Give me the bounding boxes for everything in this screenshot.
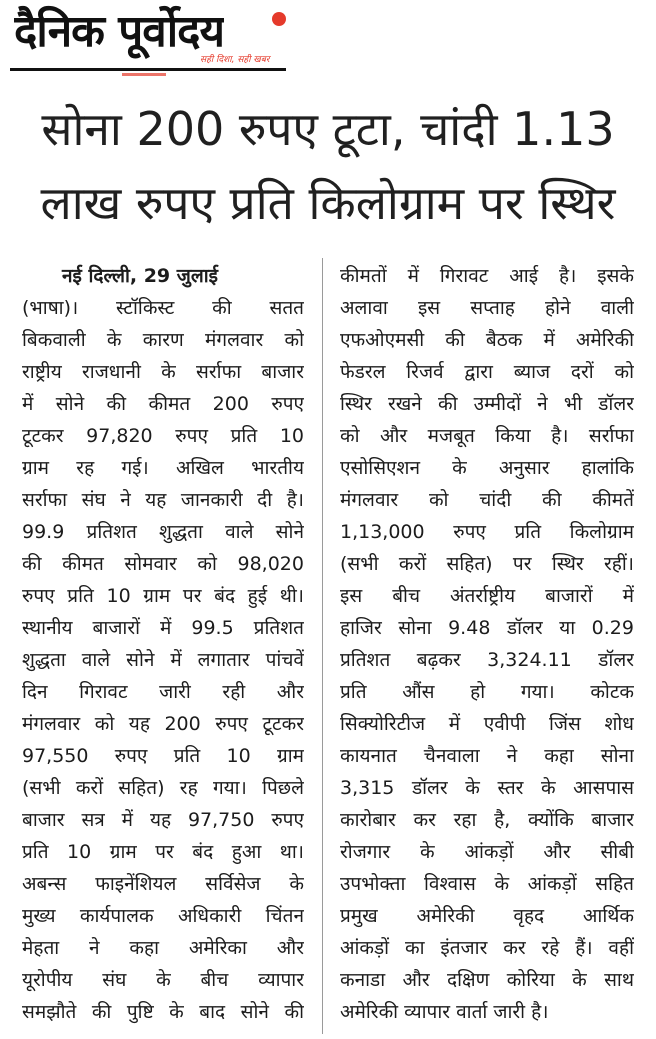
article-line: (सभी करों सहित) पर स्थिर रहीं। <box>340 553 634 575</box>
article-line: दिन गिरावट जारी रही और <box>22 681 304 703</box>
article-line: समझौते की पुष्टि के बाद सोने की <box>22 1001 304 1023</box>
article-line: अमेरिकी व्यापार वार्ता जारी है। <box>340 1001 549 1023</box>
article-dateline: नई दिल्ली, 29 जुलाई <box>62 265 218 287</box>
article-line: मंगलवार को यह 200 रुपए टूटकर <box>22 713 304 735</box>
article-line: फेडरल रिजर्व द्वारा ब्याज दरों को <box>340 361 634 383</box>
masthead-rule <box>10 68 286 71</box>
masthead <box>10 0 288 80</box>
article-line: मंगलवार को चांदी की कीमतें <box>340 489 634 511</box>
article-line: प्रति औंस हो गया। कोटक <box>340 681 634 703</box>
article-line: ग्राम रह गई। अखिल भारतीय <box>22 457 304 479</box>
article-line: उपभोक्ता विश्वास के आंकड़ों सहित <box>340 873 634 895</box>
article-line: कारोबार कर रहा है, क्योंकि बाजार <box>340 809 634 831</box>
article-line: बिकवाली के कारण मंगलवार को <box>22 329 304 351</box>
article-line: रोजगार के आंकड़ों और सीबी <box>340 841 634 863</box>
article-line: सर्राफा संघ ने यह जानकारी दी है। <box>22 489 304 511</box>
article-line: स्थानीय बाजारों में 99.5 प्रतिशत <box>22 617 304 639</box>
article-line: में सोने की कीमत 200 रुपए <box>22 393 304 415</box>
article-line: (भाषा)। स्टॉकिस्ट की सतत <box>22 297 304 319</box>
article-line: (सभी करों सहित) रह गया। पिछले <box>22 777 304 799</box>
article-line: कायनात चैनवाला ने कहा सोना <box>340 745 634 767</box>
masthead-red-dot-icon <box>272 12 286 26</box>
article-line: शुद्धता वाले सोने में लगातार पांचवें <box>22 649 304 671</box>
article-line: इस बीच अंतर्राष्ट्रीय बाजारों में <box>340 585 634 607</box>
headline-line-2: लाख रुपए प्रति किलोग्राम पर स्थिर <box>40 176 616 230</box>
article-line: आंकड़ों का इंतजार कर रहे हैं। वहीं <box>340 937 634 959</box>
article-line: कनाडा और दक्षिण कोरिया के साथ <box>340 969 634 991</box>
article-line: 1,13,000 रुपए प्रति किलोग्राम <box>340 521 634 543</box>
article-line: कीमतों में गिरावट आई है। इसके <box>340 265 634 287</box>
article-column-left <box>22 260 304 1028</box>
article-column-right <box>340 260 634 1028</box>
column-divider <box>322 258 323 1034</box>
article-line: यूरोपीय संघ के बीच व्यापार <box>22 969 304 991</box>
article-line: प्रति 10 ग्राम पर बंद हुआ था। <box>22 841 304 863</box>
article-line: हाजिर सोना 9.48 डॉलर या 0.29 <box>340 617 634 639</box>
article-line: मुख्य कार्यपालक अधिकारी चिंतन <box>22 905 304 927</box>
article-line: प्रतिशत बढ़कर 3,324.11 डॉलर <box>340 649 634 671</box>
article-line: टूटकर 97,820 रुपए प्रति 10 <box>22 425 304 447</box>
article-line: प्रमुख अमेरिकी वृहद आर्थिक <box>340 905 634 927</box>
article-line: रुपए प्रति 10 ग्राम पर बंद हुई थी। <box>22 585 304 607</box>
article-line: अलावा इस सप्ताह होने वाली <box>340 297 634 319</box>
article-line: 99.9 प्रतिशत शुद्धता वाले सोने <box>22 521 304 543</box>
article-line: सिक्योरिटीज में एवीपी जिंस शोध <box>340 713 634 735</box>
article-line: को और मजबूत किया है। सर्राफा <box>340 425 634 447</box>
article-line: राष्ट्रीय राजधानी के सर्राफा बाजार <box>22 361 304 383</box>
masthead-accent-strip <box>122 73 166 76</box>
article-line: बाजार सत्र में यह 97,750 रुपए <box>22 809 304 831</box>
masthead-tagline: सही दिशा, सही खबर <box>200 55 270 65</box>
article-line: 97,550 रुपए प्रति 10 ग्राम <box>22 745 304 767</box>
article-line: की कीमत सोमवार को 98,020 <box>22 553 304 575</box>
article-line: 3,315 डॉलर के स्तर के आसपास <box>340 777 634 799</box>
article-line: एसोसिएशन के अनुसार हालांकि <box>340 457 634 479</box>
article-line: मेहता ने कहा अमेरिका और <box>22 937 304 959</box>
masthead-logo-text: दैनिक पूर्वोदय <box>14 6 225 57</box>
article-line: एफओएमसी की बैठक में अमेरिकी <box>340 329 634 351</box>
headline-line-1: सोना 200 रुपए टूटा, चांदी 1.13 <box>41 102 615 156</box>
article-line: स्थिर रखने की उम्मीदों ने भी डॉलर <box>340 393 634 415</box>
article-line: अबन्स फाइनेंशियल सर्विसेज के <box>22 873 304 895</box>
